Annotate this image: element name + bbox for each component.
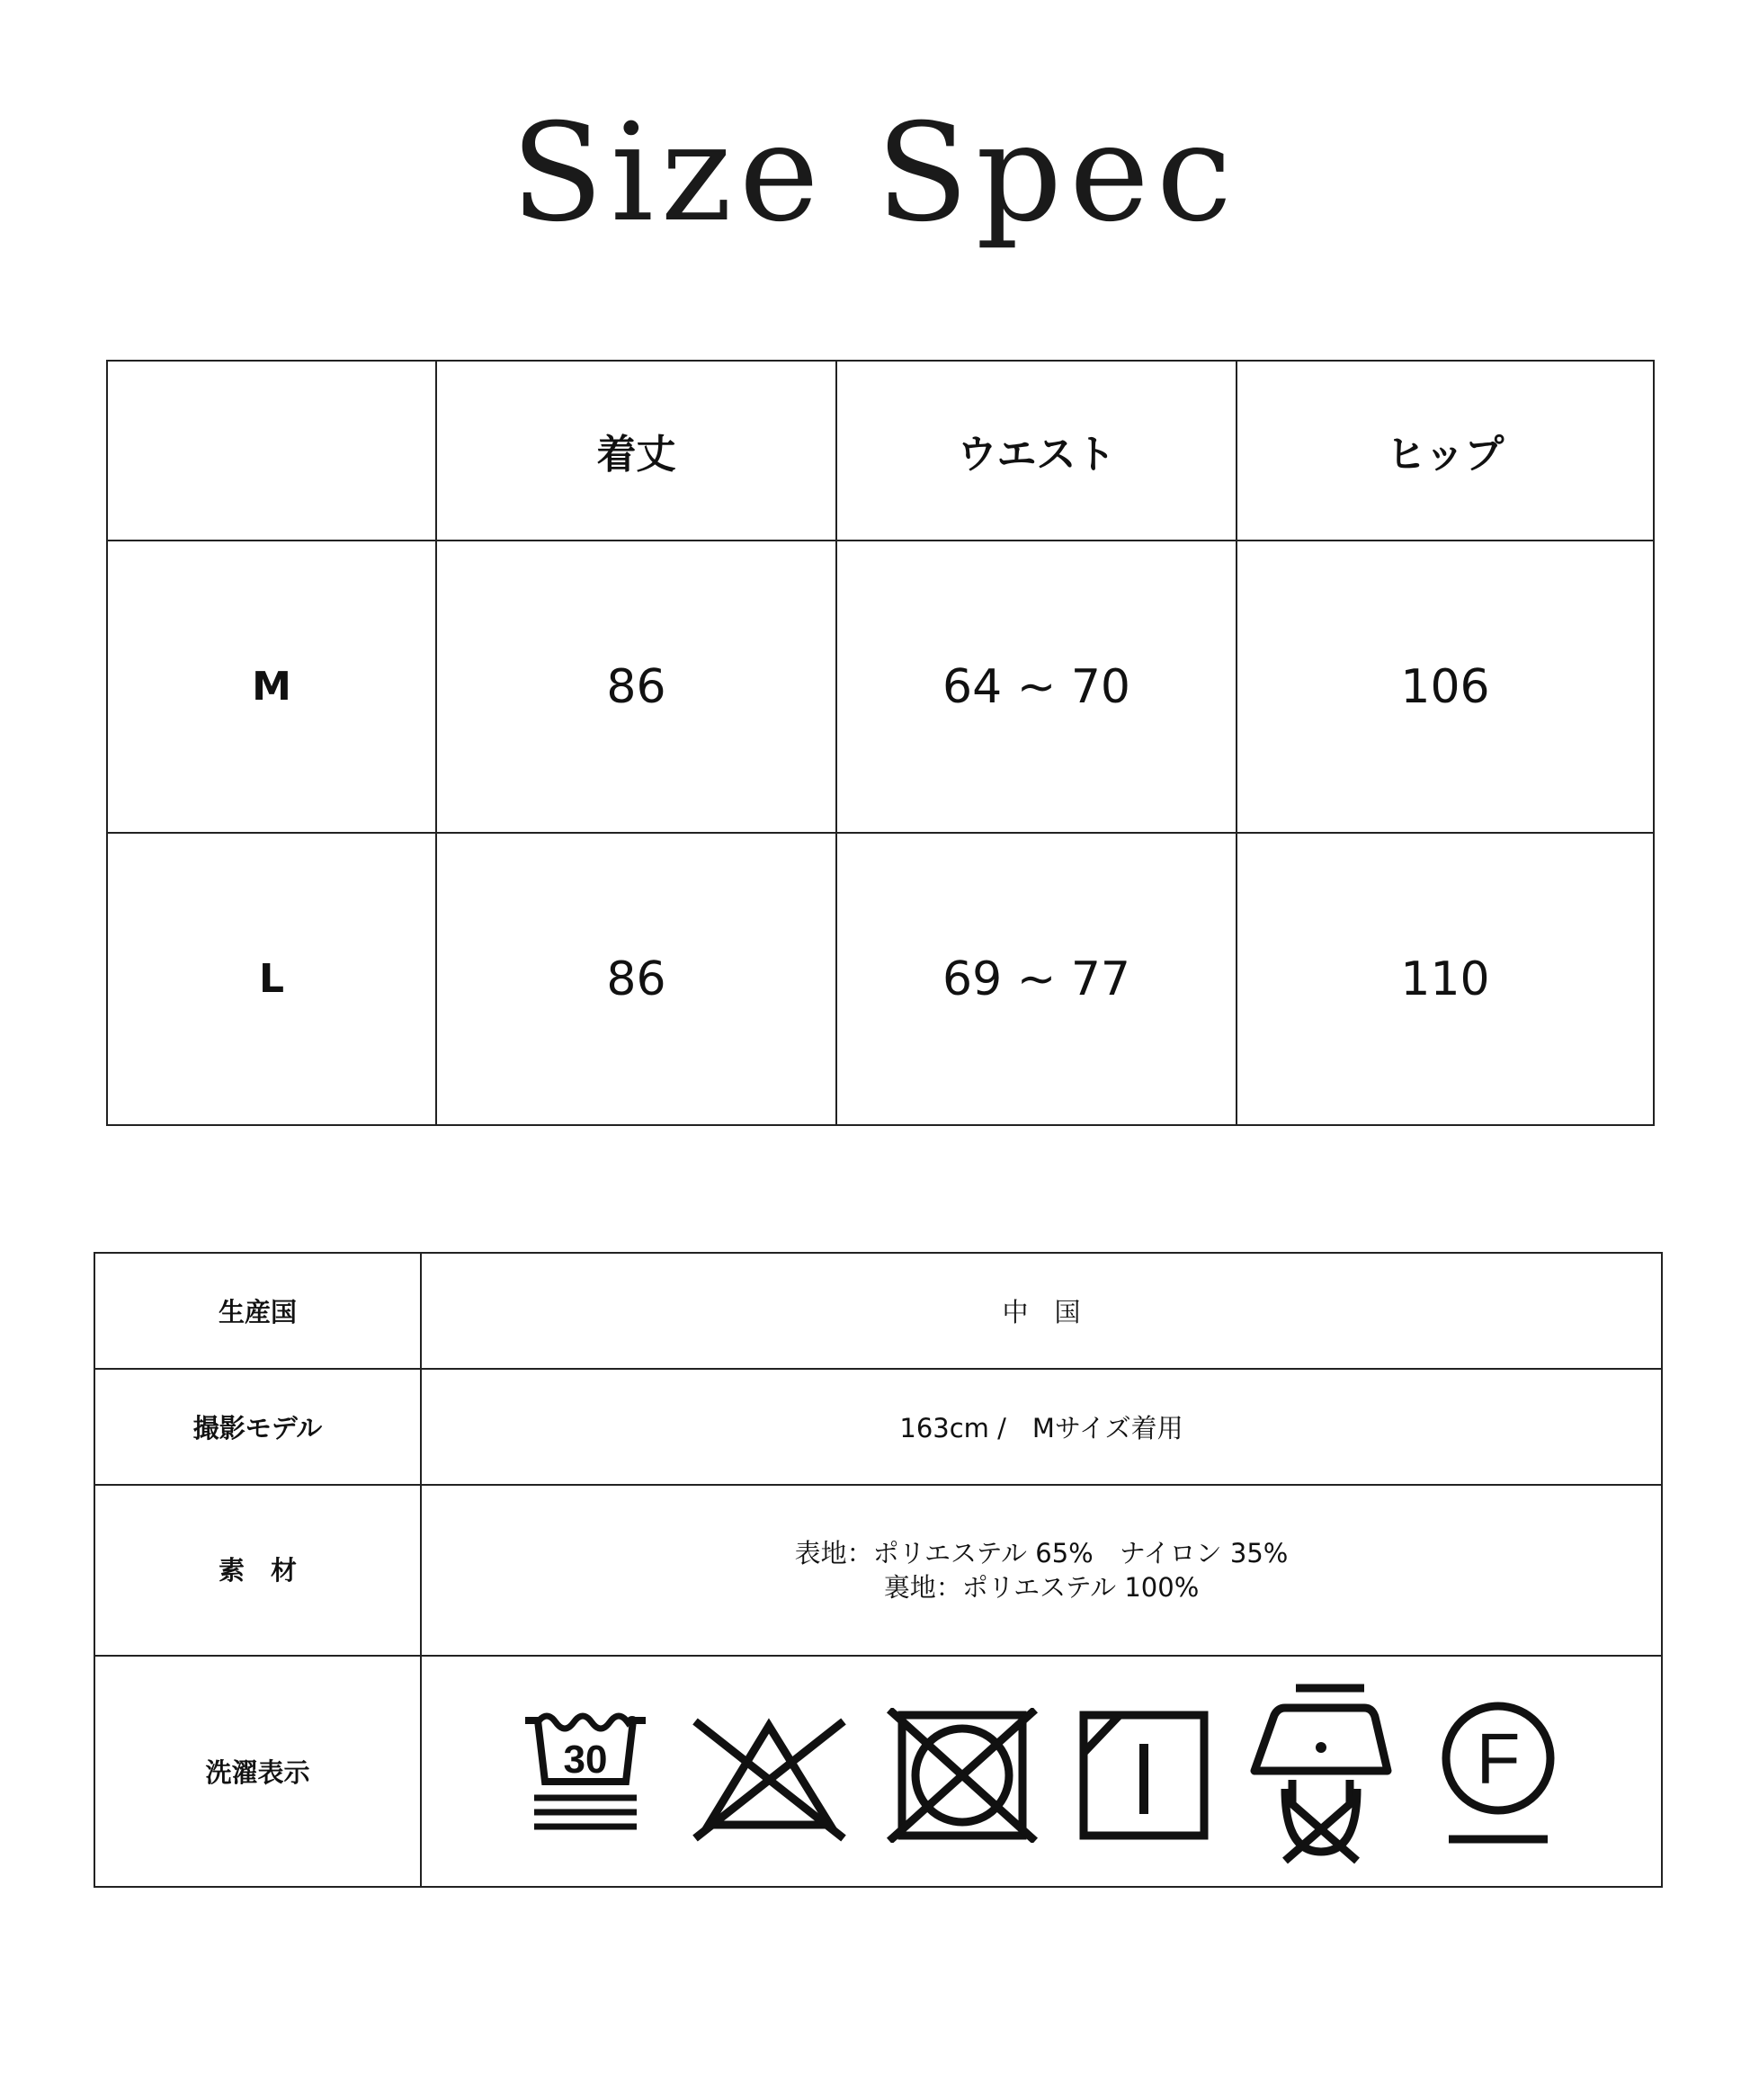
size-label-l: L bbox=[107, 833, 436, 1125]
page-title: Size Spec bbox=[511, 95, 1239, 252]
dry-clean-f-gentle-icon bbox=[1431, 1699, 1566, 1852]
size-header-corner bbox=[107, 361, 436, 541]
model-label: 撮影モデル bbox=[94, 1369, 421, 1485]
material-value bbox=[421, 1485, 1662, 1656]
spec-table bbox=[94, 1252, 1663, 1888]
care-row bbox=[94, 1656, 1662, 1887]
dryclean-letter: F bbox=[1476, 1718, 1520, 1799]
iron-low-with-cloth-icon bbox=[1249, 1681, 1393, 1870]
wash-30-very-gentle-icon bbox=[518, 1708, 653, 1843]
length-value: 86 bbox=[436, 541, 836, 833]
origin-value: 中 国 bbox=[421, 1253, 1662, 1369]
length-value: 86 bbox=[436, 833, 836, 1125]
waist-value: 69 ~ 77 bbox=[836, 833, 1237, 1125]
header-length: 着丈 bbox=[436, 361, 836, 541]
model-value: 163cm / Mサイズ着用 bbox=[421, 1369, 1662, 1485]
no-tumble-dry-icon bbox=[886, 1708, 1039, 1843]
size-table bbox=[106, 360, 1655, 1126]
material-label: 素 材 bbox=[94, 1485, 421, 1656]
material-row bbox=[94, 1485, 1662, 1656]
care-icons-cell bbox=[421, 1656, 1662, 1887]
material-lining: 裏地：ポリエステル 100% bbox=[883, 1572, 1200, 1603]
model-row bbox=[94, 1369, 1662, 1485]
care-label: 洗濯表示 bbox=[94, 1656, 421, 1887]
table-row bbox=[107, 833, 1654, 1125]
no-bleach-icon bbox=[691, 1708, 848, 1843]
line-dry-icon bbox=[1076, 1708, 1211, 1843]
care-icons bbox=[422, 1674, 1661, 1870]
size-table-header-row bbox=[107, 361, 1654, 541]
hip-value: 106 bbox=[1237, 541, 1654, 833]
wash-temp-text: 30 bbox=[563, 1737, 607, 1782]
table-row bbox=[107, 541, 1654, 833]
waist-value: 64 ~ 70 bbox=[836, 541, 1237, 833]
header-waist: ウエスト bbox=[836, 361, 1237, 541]
origin-row bbox=[94, 1253, 1662, 1369]
size-label-m: M bbox=[107, 541, 436, 833]
origin-label: 生産国 bbox=[94, 1253, 421, 1369]
hip-value: 110 bbox=[1237, 833, 1654, 1125]
material-outer: 表地：ポリエステル 65% ナイロン 35% bbox=[794, 1538, 1289, 1568]
header-hip: ヒップ bbox=[1237, 361, 1654, 541]
